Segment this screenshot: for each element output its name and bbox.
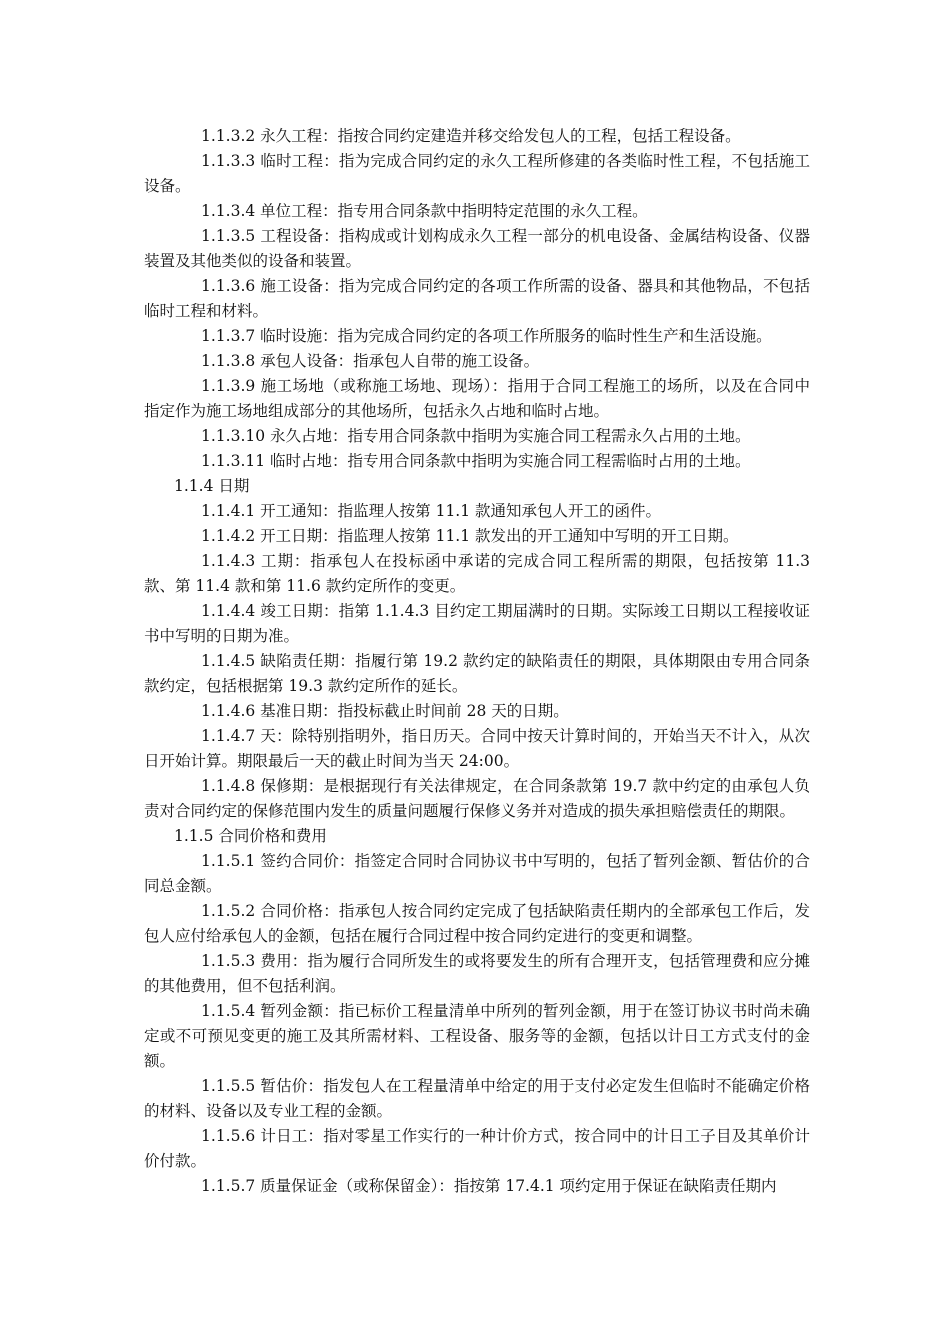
section-heading-1-1-4: 1.1.4 日期 [174,477,250,495]
clause-1-1-3-3: 1.1.3.3 临时工程：指为完成合同约定的永久工程所修建的各类临时性工程，不包括施工设备。 [144,152,810,195]
clause-1-1-5-6: 1.1.5.6 计日工：指对零星工作实行的一种计价方式，按合同中的计日工子目及其单价计价付款。 [144,1127,810,1170]
clause-1-1-5-7: 1.1.5.7 质量保证金（或称保留金）：指按第 17.4.1 项约定用于保证在缺陷责任期内 [201,1177,777,1195]
clause-1-1-3-8: 1.1.3.8 承包人设备：指承包人自带的施工设备。 [201,352,540,370]
clause-1-1-3-7: 1.1.3.7 临时设施：指为完成合同约定的各项工作所服务的临时性生产和生活设施。 [201,327,772,345]
clause-1-1-4-7: 1.1.4.7 天：除特别指明外，指日历天。合同中按天计算时间的，开始当天不计入，从次日开始计算。期限最后一天的截止时间为当天 24:00。 [144,727,810,770]
clause-1-1-4-2: 1.1.4.2 开工日期：指监理人按第 11.1 款发出的开工通知中写明的开工日期。 [201,527,739,545]
section-heading-1-1-5: 1.1.5 合同价格和费用 [174,827,327,845]
clause-1-1-4-3: 1.1.4.3 工期：指承包人在投标函中承诺的完成合同工程所需的期限，包括按第 11.3 款、第 11.4 款和第 11.6 款约定所作的变更。 [144,552,810,595]
clause-1-1-3-11: 1.1.3.11 临时占地：指专用合同条款中指明为实施合同工程需临时占用的土地。 [201,452,751,470]
clause-1-1-3-9: 1.1.3.9 施工场地（或称施工场地、现场）：指用于合同工程施工的场所，以及在合同中指定作为施工场地组成部分的其他场所，包括永久占地和临时占地。 [144,377,810,420]
document-page [144,124,810,1199]
clause-1-1-3-4: 1.1.3.4 单位工程：指专用合同条款中指明特定范围的永久工程。 [201,202,648,220]
clause-1-1-5-2: 1.1.5.2 合同价格：指承包人按合同约定完成了包括缺陷责任期内的全部承包工作后，发包人应付给承包人的金额，包括在履行合同过程中按合同约定进行的变更和调整。 [144,902,810,945]
clause-1-1-4-4: 1.1.4.4 竣工日期：指第 1.1.4.3 目约定工期届满时的日期。实际竣工日期以工程接收证书中写明的日期为准。 [144,602,810,645]
clause-1-1-3-2: 1.1.3.2 永久工程：指按合同约定建造并移交给发包人的工程，包括工程设备。 [201,127,741,145]
clause-1-1-3-5: 1.1.3.5 工程设备：指构成或计划构成永久工程一部分的机电设备、金属结构设备、仪器装置及其他类似的设备和装置。 [144,227,810,270]
clause-1-1-5-4: 1.1.5.4 暂列金额：指已标价工程量清单中所列的暂列金额，用于在签订协议书时尚未确定或不可预见变更的施工及其所需材料、工程设备、服务等的金额，包括以计日工方式支付的金额。 [144,1002,810,1070]
clause-1-1-3-6: 1.1.3.6 施工设备：指为完成合同约定的各项工作所需的设备、器具和其他物品，不包括临时工程和材料。 [144,277,810,320]
clause-1-1-4-8: 1.1.4.8 保修期：是根据现行有关法律规定，在合同条款第 19.7 款中约定的由承包人负责对合同约定的保修范围内发生的质量问题履行保修义务并对造成的损失承担赔偿责任的期限。 [144,777,810,820]
clause-1-1-4-5: 1.1.4.5 缺陷责任期：指履行第 19.2 款约定的缺陷责任的期限，具体期限由专用合同条款约定，包括根据第 19.3 款约定所作的延长。 [144,652,810,695]
clause-1-1-5-1: 1.1.5.1 签约合同价：指签定合同时合同协议书中写明的，包括了暂列金额、暂估价的合同总金额。 [144,852,810,895]
clause-1-1-5-3: 1.1.5.3 费用：指为履行合同所发生的或将要发生的所有合理开支，包括管理费和应分摊的其他费用，但不包括利润。 [144,952,810,995]
clause-1-1-4-1: 1.1.4.1 开工通知：指监理人按第 11.1 款通知承包人开工的函件。 [201,502,662,520]
clause-1-1-4-6: 1.1.4.6 基准日期：指投标截止时间前 28 天的日期。 [201,702,569,720]
clause-1-1-3-10: 1.1.3.10 永久占地：指专用合同条款中指明为实施合同工程需永久占用的土地。 [201,427,751,445]
clause-1-1-5-5: 1.1.5.5 暂估价：指发包人在工程量清单中给定的用于支付必定发生但临时不能确定价格的材料、设备以及专业工程的金额。 [144,1077,810,1120]
